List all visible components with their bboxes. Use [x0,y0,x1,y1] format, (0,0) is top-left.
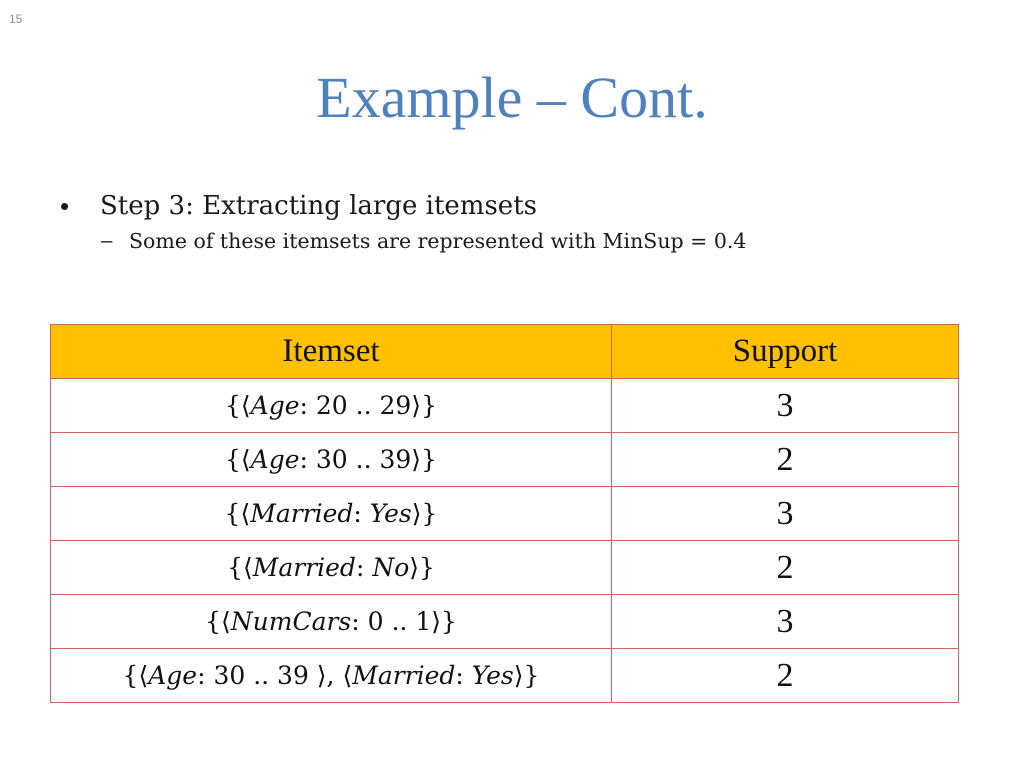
slide-number: 15 [9,12,23,26]
itemset-symbols: {⟨ [225,445,251,474]
itemset-term: Married [250,499,354,528]
itemset-symbols: ⟩} [411,499,438,528]
sub-bullet-text: Some of these itemsets are represented with MinSup = 0.4 [129,229,747,253]
itemset-cell [51,541,612,595]
itemset-term: Married [352,661,456,690]
table-row [51,595,959,649]
sub-bullet-list [58,226,998,256]
table-row [51,379,959,433]
header-itemset: Itemset [51,325,612,379]
bullet-text: Step 3: Extracting large itemsets [100,191,537,221]
table-body [51,379,959,703]
itemset-symbols: {⟨ [205,607,231,636]
itemset-term: Age [250,445,300,474]
header-support: Support [612,325,959,379]
itemset-term: No [372,553,410,582]
itemset-symbols: ⟩} [513,661,540,690]
table-header-row [51,325,959,379]
support-cell: 2 [612,649,959,703]
table-row [51,541,959,595]
itemset-symbols: : 20 .. 29⟩} [299,391,437,420]
itemset-symbols: {⟨ [224,499,251,528]
support-cell: 2 [612,433,959,487]
itemset-symbols: : 30 .. 39 ⟩, ⟨ [197,661,353,690]
support-cell: 3 [612,487,959,541]
itemset-term: Age [148,661,198,690]
table-row [51,649,959,703]
itemset-term: NumCars [230,607,352,636]
itemset-cell [51,487,612,541]
itemset-term: Married [252,553,356,582]
support-cell: 3 [612,379,959,433]
itemset-cell [51,649,612,703]
bullet-item [58,186,998,226]
itemset-support-table [50,324,959,703]
itemset-term: Yes [471,661,514,690]
bullet-list [58,186,998,256]
itemset-term: Yes [369,499,412,528]
itemset-symbols: : [455,661,472,690]
itemset-cell [51,595,612,649]
support-cell: 3 [612,595,959,649]
itemset-symbols: : [353,499,370,528]
slide-title: Example – Cont. [316,65,708,130]
itemset-symbols: : 0 .. 1⟩} [351,607,457,636]
table-row [51,487,959,541]
itemset-symbols: : [355,553,373,582]
itemset-cell [51,433,612,487]
itemset-term: Age [250,391,300,420]
sub-bullet-item [101,226,998,256]
support-cell: 2 [612,541,959,595]
itemset-symbols: : 30 .. 39⟩} [299,445,437,474]
table-row [51,433,959,487]
itemset-symbols: {⟨ [225,391,251,420]
itemset-cell [51,379,612,433]
itemset-symbols: ⟩} [409,553,435,582]
itemset-symbols: {⟨ [122,661,149,690]
itemset-symbols: {⟨ [227,553,253,582]
